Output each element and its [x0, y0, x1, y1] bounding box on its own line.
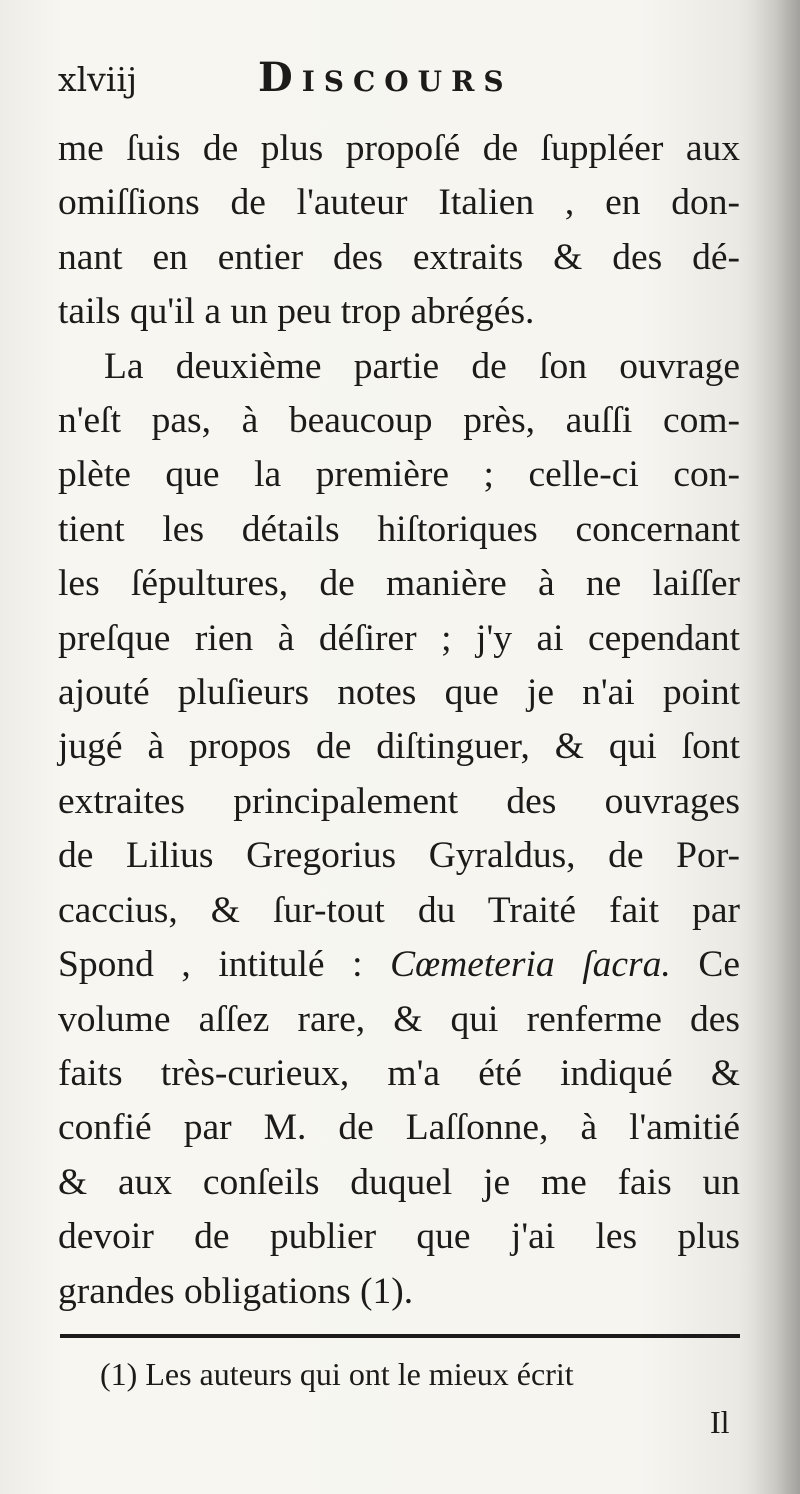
text-line: [58, 938, 740, 992]
paragraph-1: [58, 122, 740, 340]
text-line: faits très-curieux, m'a été indiqué &: [58, 1052, 740, 1094]
text-line: de Lilius Gregorius Gyraldus, de Por-: [58, 835, 740, 877]
text-line: les ſépultures, de manière à ne laiſſer: [58, 563, 740, 605]
text-line: n'eſt pas, à beaucoup près, auſſi com-: [58, 400, 740, 442]
footnote-rule: [60, 1334, 740, 1338]
text-line: extraites principalement des ouvrages: [58, 780, 740, 822]
page-edge-shadow: [740, 0, 800, 1494]
text-line: omiſſions de l'auteur Italien , en don-: [58, 182, 740, 224]
text-line: preſque rien à déſirer ; j'y ai cependant: [58, 617, 740, 659]
text-line: devoir de publier que j'ai les plus: [58, 1216, 740, 1258]
text-line: jugé à propos de diſtinguer, & qui ſont: [58, 726, 740, 768]
text-line: volume aſſez rare, & qui renferme des: [58, 998, 740, 1040]
text-line: tient les détails hiſtoriques concernant: [58, 508, 740, 550]
catchword: Il: [710, 1404, 730, 1440]
page-number: xlviij: [58, 60, 138, 99]
text-line: confié par M. de Laſſonne, à l'amitié: [58, 1107, 740, 1149]
text-line: grandes obligations (1).: [58, 1270, 414, 1312]
running-title: Discours: [258, 54, 513, 101]
text-run: Ce: [670, 944, 740, 986]
text-run: Spond , intitulé :: [58, 944, 391, 986]
footnote: (1) Les auteurs qui ont le mieux écrit: [100, 1356, 574, 1392]
page-header: [58, 54, 740, 104]
paragraph-2: [58, 340, 740, 1319]
text-line: me ſuis de plus propoſé de ſuppléer aux: [58, 128, 740, 169]
text-line: & aux conſeils duquel je me fais un: [58, 1161, 740, 1203]
text-line: La deuxième partie de ſon ouvrage: [104, 345, 740, 387]
text-line: caccius, & ſur-tout du Traité fait par: [58, 889, 740, 931]
text-line: tails qu'il a un peu trop abrégés.: [58, 291, 535, 333]
text-line: plète que la première ; celle-ci con-: [58, 454, 740, 496]
text-line: ajouté pluſieurs notes que je n'ai point: [58, 672, 740, 714]
book-title-italic: Cœmeteria ſacra.: [390, 944, 671, 986]
text-line: nant en entier des extraits & des dé-: [58, 236, 740, 278]
body-text: [58, 122, 740, 1319]
